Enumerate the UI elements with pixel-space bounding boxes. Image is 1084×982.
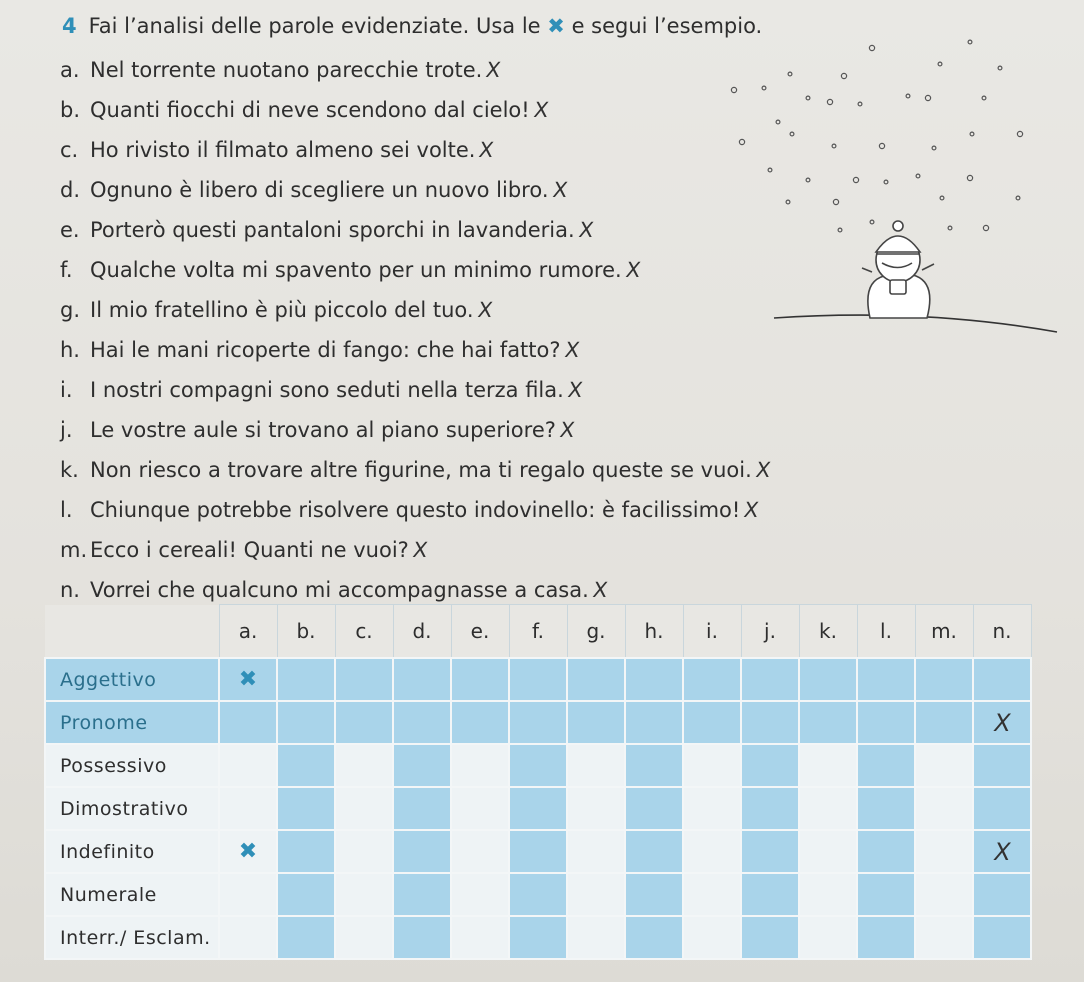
answer-cell[interactable]: [277, 873, 335, 916]
snowflake-icon: [938, 62, 942, 66]
answer-cell[interactable]: [509, 873, 567, 916]
answer-cell[interactable]: [451, 744, 509, 787]
snowflake-icon: [970, 132, 974, 136]
printed-x-mark: ✖: [238, 667, 258, 692]
row-label: Pronome: [45, 701, 219, 744]
answer-cell[interactable]: [741, 830, 799, 873]
answer-cell[interactable]: [451, 916, 509, 959]
answer-cell[interactable]: [567, 873, 625, 916]
answer-cell[interactable]: [683, 744, 741, 787]
answer-cell[interactable]: [799, 787, 857, 830]
answer-cell[interactable]: [277, 916, 335, 959]
row-label: Indefinito: [45, 830, 219, 873]
answer-cell[interactable]: [277, 744, 335, 787]
answer-cell[interactable]: [567, 701, 625, 744]
sentence-text: Le vostre aule si trovano al piano superiore?: [90, 418, 556, 442]
answer-cell[interactable]: [625, 873, 683, 916]
sentence-item: [60, 418, 574, 442]
answer-cell[interactable]: [567, 744, 625, 787]
answer-cell[interactable]: [741, 744, 799, 787]
sentence-item: [60, 178, 567, 202]
answer-cell[interactable]: [857, 744, 915, 787]
snowflake-icon: [869, 45, 874, 50]
snowman-icon: [862, 221, 934, 318]
answer-cell[interactable]: [799, 916, 857, 959]
column-header: f.: [509, 605, 567, 659]
sentence-text: Quanti fiocchi di neve scendono dal cielo!: [90, 98, 530, 122]
answer-cell[interactable]: [277, 830, 335, 873]
answer-cell[interactable]: [625, 744, 683, 787]
answer-cell[interactable]: [509, 701, 567, 744]
snowman-illustration: [722, 30, 1072, 350]
table-row: [45, 744, 1031, 787]
answer-cell[interactable]: [625, 830, 683, 873]
exercise-instruction: [62, 14, 762, 38]
handwritten-x-mark: X: [566, 378, 584, 402]
answer-cell[interactable]: [567, 787, 625, 830]
answer-cell[interactable]: [509, 658, 567, 701]
sentence-item: [60, 58, 501, 82]
answer-cell[interactable]: [509, 787, 567, 830]
handwritten-x-mark: X: [991, 708, 1013, 737]
row-label: Aggettivo: [45, 658, 219, 701]
sentence-letter: b.: [60, 98, 81, 122]
answer-cell[interactable]: [451, 873, 509, 916]
sentence-text: Il mio fratellino è più piccolo del tuo.: [90, 298, 474, 322]
snowflake-icon: [932, 146, 936, 150]
answer-cell[interactable]: [973, 916, 1031, 959]
answer-cell[interactable]: [335, 744, 393, 787]
column-header: g.: [567, 605, 625, 659]
sentence-letter: n.: [60, 578, 80, 602]
handwritten-x-mark: X: [742, 498, 761, 522]
table-row: [45, 873, 1031, 916]
snowflake-icon: [1016, 196, 1020, 200]
row-label: Interr./ Esclam.: [45, 916, 219, 959]
table-corner: [45, 605, 219, 659]
table-row: [45, 787, 1031, 830]
answer-cell[interactable]: [857, 787, 915, 830]
snowflake-icon: [879, 143, 884, 148]
answer-cell[interactable]: [625, 701, 683, 744]
answer-cell[interactable]: [393, 916, 451, 959]
answer-cell[interactable]: [219, 916, 277, 959]
answer-cell[interactable]: [973, 873, 1031, 916]
sentence-text: Ho rivisto il filmato almeno sei volte.: [90, 138, 476, 162]
sentence-item: [60, 378, 582, 402]
sentence-text: Porterò questi pantaloni sporchi in lavanderia.: [90, 218, 575, 242]
sentence-letter: d.: [60, 178, 81, 202]
snowflake-icon: [776, 120, 780, 124]
answer-cell[interactable]: [335, 701, 393, 744]
snowflake-icon: [982, 96, 986, 100]
snowflake-icon: [838, 228, 842, 232]
snowflake-icon: [762, 86, 766, 90]
sentence-item: [60, 218, 593, 242]
table-row: [45, 916, 1031, 959]
sentence-item: [60, 98, 548, 122]
sentence-letter: m.: [60, 538, 88, 562]
handwritten-x-mark: X: [411, 538, 429, 562]
sentence-text: Ecco i cereali! Quanti ne vuoi?: [90, 538, 409, 562]
snowflake-icon: [925, 95, 930, 100]
sentence-item: [60, 538, 427, 562]
printed-x-mark: ✖: [238, 839, 258, 864]
answer-cell[interactable]: [277, 701, 335, 744]
sentence-letter: g.: [60, 298, 81, 322]
sentence-text: Non riesco a trovare altre figurine, ma ti regalo queste se vuoi.: [90, 458, 752, 482]
sentence-text: Ognuno è libero di scegliere un nuovo libro.: [90, 178, 549, 202]
sentence-letter: h.: [60, 338, 80, 362]
answer-cell[interactable]: [973, 744, 1031, 787]
answer-cell[interactable]: [393, 701, 451, 744]
sentence-text: Vorrei che qualcuno mi accompagnasse a casa.: [90, 578, 589, 602]
row-label: Possessivo: [45, 744, 219, 787]
handwritten-x-mark: X: [624, 258, 642, 282]
table-row: [45, 658, 1031, 701]
snowflake-icon: [940, 196, 944, 200]
sentence-item: [60, 258, 640, 282]
handwritten-x-mark: X: [484, 58, 503, 82]
snowflake-icon: [967, 175, 972, 180]
handwritten-x-mark: X: [477, 138, 496, 162]
snowflake-icon: [827, 99, 832, 104]
answer-cell[interactable]: [393, 744, 451, 787]
answer-cell[interactable]: [625, 916, 683, 959]
handwritten-x-mark: X: [754, 458, 772, 482]
sentence-text: Qualche volta mi spavento per un minimo rumore.: [90, 258, 622, 282]
answer-cell[interactable]: [219, 787, 277, 830]
answer-cell[interactable]: [915, 830, 973, 873]
answer-cell[interactable]: [915, 701, 973, 744]
answer-cell[interactable]: [625, 658, 683, 701]
answer-cell[interactable]: [219, 830, 277, 873]
answer-cell[interactable]: [335, 873, 393, 916]
sentence-item: [60, 498, 759, 522]
answer-cell[interactable]: [219, 744, 277, 787]
snowflake-icon: [832, 144, 836, 148]
answer-cell[interactable]: [277, 787, 335, 830]
sentence-item: [60, 298, 492, 322]
sentence-text: Nel torrente nuotano parecchie trote.: [90, 58, 483, 82]
snowflake-icon: [948, 226, 952, 230]
answer-cell[interactable]: [799, 658, 857, 701]
answer-cell[interactable]: [973, 701, 1031, 744]
column-header: k.: [799, 605, 857, 659]
sentence-item: [60, 338, 579, 362]
answer-cell[interactable]: [857, 658, 915, 701]
analysis-table: [44, 604, 1032, 960]
answer-cell[interactable]: [219, 701, 277, 744]
snowflake-icon: [998, 66, 1002, 70]
snowflake-icon: [739, 139, 744, 144]
snowflake-icon: [786, 200, 790, 204]
snowflake-icon: [833, 199, 838, 204]
sentence-letter: f.: [60, 258, 73, 282]
column-header: b.: [277, 605, 335, 659]
snowflake-icon: [806, 96, 810, 100]
answer-cell[interactable]: [509, 916, 567, 959]
sentence-letter: a.: [60, 58, 80, 82]
answer-cell[interactable]: [799, 744, 857, 787]
snowflake-icon: [870, 220, 874, 224]
instruction-text-after: e segui l’esempio.: [571, 14, 763, 38]
sentence-text: Hai le mani ricoperte di fango: che hai fatto?: [90, 338, 561, 362]
answer-cell[interactable]: [741, 658, 799, 701]
answer-cell[interactable]: [451, 658, 509, 701]
answer-cell[interactable]: [451, 787, 509, 830]
answer-cell[interactable]: [219, 873, 277, 916]
answer-cell[interactable]: [799, 830, 857, 873]
answer-cell[interactable]: [451, 701, 509, 744]
answer-cell[interactable]: [683, 873, 741, 916]
column-header: i.: [683, 605, 741, 659]
handwritten-x-mark: X: [532, 98, 550, 122]
instruction-x-icon: ✖: [547, 14, 565, 38]
table-row: [45, 701, 1031, 744]
answer-cell[interactable]: [567, 658, 625, 701]
answer-cell[interactable]: [625, 787, 683, 830]
snowflake-icon: [906, 94, 910, 98]
column-header: d.: [393, 605, 451, 659]
column-header: m.: [915, 605, 973, 659]
snowflake-icon: [731, 87, 736, 92]
column-header: c.: [335, 605, 393, 659]
snowflake-icon: [788, 72, 792, 76]
answer-cell[interactable]: [799, 701, 857, 744]
answer-cell[interactable]: [567, 830, 625, 873]
answer-cell[interactable]: [973, 787, 1031, 830]
handwritten-x-mark: X: [562, 338, 581, 362]
answer-cell[interactable]: [219, 658, 277, 701]
answer-cell[interactable]: [335, 787, 393, 830]
answer-cell[interactable]: [683, 830, 741, 873]
handwritten-x-mark: X: [591, 578, 609, 602]
answer-cell[interactable]: [973, 658, 1031, 701]
snowflake-icon: [768, 168, 772, 172]
answer-cell[interactable]: [915, 658, 973, 701]
answer-cell[interactable]: [335, 916, 393, 959]
answer-cell[interactable]: [857, 916, 915, 959]
handwritten-x-mark: X: [991, 837, 1013, 866]
answer-cell[interactable]: [509, 744, 567, 787]
snowflake-icon: [841, 73, 846, 78]
answer-cell[interactable]: [393, 787, 451, 830]
column-header: j.: [741, 605, 799, 659]
sentence-letter: l.: [60, 498, 73, 522]
sentence-letter: j.: [60, 418, 73, 442]
handwritten-x-mark: X: [550, 178, 569, 202]
column-header: l.: [857, 605, 915, 659]
snowflake-icon: [853, 177, 858, 182]
answer-cell[interactable]: [567, 916, 625, 959]
answer-cell[interactable]: [799, 873, 857, 916]
table-header-row: [45, 605, 1031, 659]
answer-cell[interactable]: [857, 701, 915, 744]
answer-cell[interactable]: [741, 916, 799, 959]
answer-cell[interactable]: [683, 701, 741, 744]
answer-cell[interactable]: [741, 873, 799, 916]
sentence-text: I nostri compagni sono seduti nella terza fila.: [90, 378, 564, 402]
answer-cell[interactable]: [393, 830, 451, 873]
sentence-text: Chiunque potrebbe risolvere questo indovinello: è facilissimo!: [90, 498, 741, 522]
answer-cell[interactable]: [973, 830, 1031, 873]
answer-cell[interactable]: [915, 787, 973, 830]
answer-cell[interactable]: [393, 658, 451, 701]
answer-cell[interactable]: [277, 658, 335, 701]
row-label: Dimostrativo: [45, 787, 219, 830]
sentence-item: [60, 578, 607, 602]
snowflake-icon: [806, 178, 810, 182]
answer-cell[interactable]: [683, 916, 741, 959]
snowflake-icon: [968, 40, 972, 44]
sentence-letter: i.: [60, 378, 73, 402]
handwritten-x-mark: X: [576, 218, 595, 242]
answer-cell[interactable]: [915, 873, 973, 916]
snowflake-icon: [884, 180, 888, 184]
column-header: h.: [625, 605, 683, 659]
answer-cell[interactable]: [857, 830, 915, 873]
handwritten-x-mark: X: [558, 418, 576, 442]
snowflake-icon: [790, 132, 794, 136]
handwritten-x-mark: X: [475, 298, 494, 322]
answer-cell[interactable]: [741, 787, 799, 830]
snowflake-icon: [1017, 131, 1022, 136]
answer-cell[interactable]: [741, 701, 799, 744]
answer-cell[interactable]: [335, 830, 393, 873]
row-label: Numerale: [45, 873, 219, 916]
answer-cell[interactable]: [451, 830, 509, 873]
answer-cell[interactable]: [915, 916, 973, 959]
snowflake-icon: [983, 225, 988, 230]
sentence-letter: c.: [60, 138, 79, 162]
table-row: [45, 830, 1031, 873]
column-header: e.: [451, 605, 509, 659]
answer-cell[interactable]: [915, 744, 973, 787]
column-header: a.: [219, 605, 277, 659]
answer-cell[interactable]: [393, 873, 451, 916]
sentence-item: [60, 458, 770, 482]
sentence-letter: k.: [60, 458, 79, 482]
answer-cell[interactable]: [509, 830, 567, 873]
answer-cell[interactable]: [857, 873, 915, 916]
snowflake-icon: [858, 102, 862, 106]
answer-cell[interactable]: [683, 787, 741, 830]
snowflake-icon: [916, 174, 920, 178]
answer-cell[interactable]: [335, 658, 393, 701]
sentence-item: [60, 138, 494, 162]
sentence-letter: e.: [60, 218, 80, 242]
instruction-text-before: Fai l’analisi delle parole evidenziate. Usa le: [88, 14, 541, 38]
answer-cell[interactable]: [683, 658, 741, 701]
exercise-number: 4: [62, 14, 77, 38]
column-header: n.: [973, 605, 1031, 659]
